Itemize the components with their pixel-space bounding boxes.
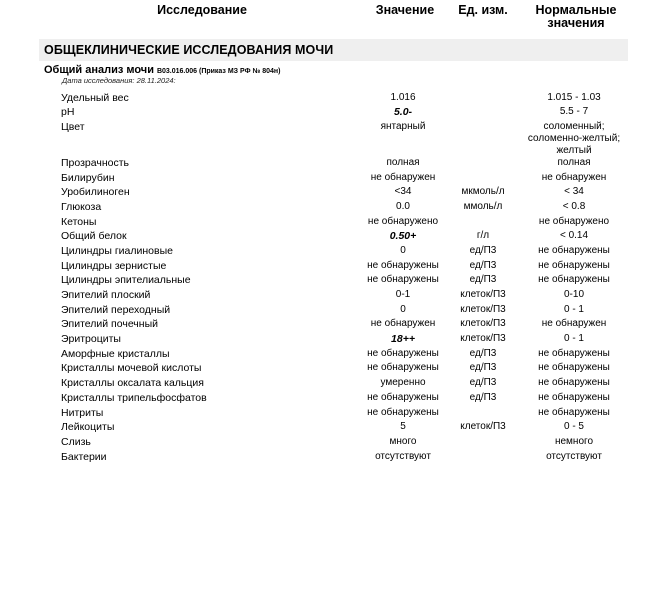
test-norm: 5.5 - 7 — [559, 106, 589, 117]
test-name: Эпителий почечный — [61, 318, 158, 330]
test-norm: не обнаружены — [538, 407, 610, 418]
test-value: 5 — [400, 421, 406, 432]
test-value: не обнаружен — [370, 318, 436, 329]
test-name: Цилиндры гиалиновые — [61, 245, 173, 257]
test-value: не обнаружены — [367, 407, 439, 418]
test-value: 18++ — [391, 333, 415, 345]
test-name: Удельный вес — [61, 92, 129, 104]
test-norm: не обнаружены — [538, 377, 610, 388]
test-unit: клеток/П3 — [460, 289, 506, 300]
test-norm: 0 - 1 — [563, 333, 584, 344]
test-name: Лейкоциты — [61, 421, 115, 433]
test-name: Бактерии — [61, 451, 107, 463]
test-unit: ед/П3 — [469, 274, 497, 285]
test-name: Аморфные кристаллы — [61, 348, 170, 360]
test-norm: не обнаружены — [538, 274, 610, 285]
test-unit: ед/П3 — [469, 362, 497, 373]
test-name: Общий белок — [61, 230, 127, 242]
test-name: Билирубин — [61, 172, 115, 184]
test-norm: 0 - 1 — [563, 304, 584, 315]
test-name: Эпителий плоский — [61, 289, 151, 301]
section-title: ОБЩЕКЛИНИЧЕСКИЕ ИССЛЕДОВАНИЯ МОЧИ — [44, 43, 334, 57]
test-value: 0 — [400, 304, 406, 315]
test-name: Слизь — [61, 436, 91, 448]
test-value: янтарный — [380, 121, 426, 132]
test-name: Цилиндры эпителиальные — [61, 274, 191, 286]
test-norm: не обнаружены — [538, 348, 610, 359]
test-name: Глюкоза — [61, 201, 102, 213]
test-norm: не обнаружен — [541, 172, 607, 183]
test-norm: < 34 — [564, 186, 584, 197]
test-unit: ед/П3 — [469, 245, 497, 256]
test-norm: < 0.8 — [562, 201, 586, 212]
test-value: не обнаружены — [367, 348, 439, 359]
test-value: 0-1 — [395, 289, 411, 300]
test-unit: г/л — [476, 230, 490, 241]
test-norm: соломенный; соломенно-желтый; желтый — [527, 121, 621, 156]
test-name: Эритроциты — [61, 333, 121, 345]
test-value: 5.0- — [393, 106, 413, 118]
test-norm: полная — [557, 157, 591, 168]
section-bar — [39, 39, 628, 61]
table-header — [0, 2, 652, 36]
test-norm: 1.015 - 1.03 — [547, 92, 601, 103]
test-name: Кристаллы мочевой кислоты — [61, 362, 202, 374]
header-test: Исследование — [157, 3, 247, 17]
header-unit: Ед. изм. — [458, 3, 508, 17]
test-name: Нитриты — [61, 407, 104, 419]
header-norm: Нормальные значения — [535, 3, 617, 30]
test-name: pH — [61, 106, 75, 118]
test-norm: 0 - 5 — [563, 421, 584, 432]
test-unit: клеток/П3 — [460, 318, 506, 329]
test-norm: < 0.14 — [559, 230, 589, 241]
analysis-title — [44, 64, 280, 76]
analysis-name: Общий анализ мочи — [44, 64, 154, 76]
test-unit: ед/П3 — [469, 392, 497, 403]
test-value: умеренно — [380, 377, 426, 388]
test-unit: ед/П3 — [469, 348, 497, 359]
test-value: не обнаружены — [367, 392, 439, 403]
analysis-date: Дата исследования: 28.11.2024: — [62, 76, 176, 85]
test-value: не обнаружены — [367, 362, 439, 373]
test-unit: ммоль/л — [463, 201, 503, 212]
analysis-code: B03.016.006 (Приказ МЗ РФ № 804н) — [156, 68, 281, 75]
test-norm: не обнаружен — [541, 318, 607, 329]
test-value: 0 — [400, 245, 406, 256]
test-name: Прозрачность — [61, 157, 130, 169]
test-unit: клеток/П3 — [460, 304, 506, 315]
test-value: 0.0 — [396, 201, 410, 212]
header-value: Значение — [375, 3, 435, 17]
test-name: Кристаллы оксалата кальция — [61, 377, 204, 389]
test-value: не обнаружено — [367, 216, 439, 227]
test-unit: клеток/П3 — [460, 333, 506, 344]
test-name: Уробилиноген — [61, 186, 130, 198]
test-value: полная — [386, 157, 420, 168]
test-norm: не обнаружено — [538, 216, 610, 227]
test-norm: отсутствуют — [546, 451, 602, 462]
test-value: не обнаружены — [367, 260, 439, 271]
test-name: Цилиндры зернистые — [61, 260, 167, 272]
test-name: Эпителий переходный — [61, 304, 171, 316]
test-value: много — [389, 436, 417, 447]
test-value: 0.50+ — [389, 230, 417, 242]
test-value: <34 — [394, 186, 412, 197]
test-norm: не обнаружены — [538, 392, 610, 403]
test-unit: ед/П3 — [469, 260, 497, 271]
test-norm: немного — [554, 436, 594, 447]
test-value: 1.016 — [390, 92, 416, 103]
test-name: Цвет — [61, 121, 85, 133]
test-norm: не обнаружены — [538, 362, 610, 373]
test-norm: не обнаружены — [538, 245, 610, 256]
test-name: Кетоны — [61, 216, 97, 228]
test-norm: не обнаружены — [538, 260, 610, 271]
test-norm: 0-10 — [563, 289, 584, 300]
test-value: отсутствуют — [375, 451, 431, 462]
test-name: Кристаллы трипельфосфатов — [61, 392, 207, 404]
test-unit: клеток/П3 — [460, 421, 506, 432]
test-value: не обнаружен — [370, 172, 436, 183]
test-unit: мкмоль/л — [461, 186, 505, 197]
test-value: не обнаружены — [367, 274, 439, 285]
test-unit: ед/П3 — [469, 377, 497, 388]
